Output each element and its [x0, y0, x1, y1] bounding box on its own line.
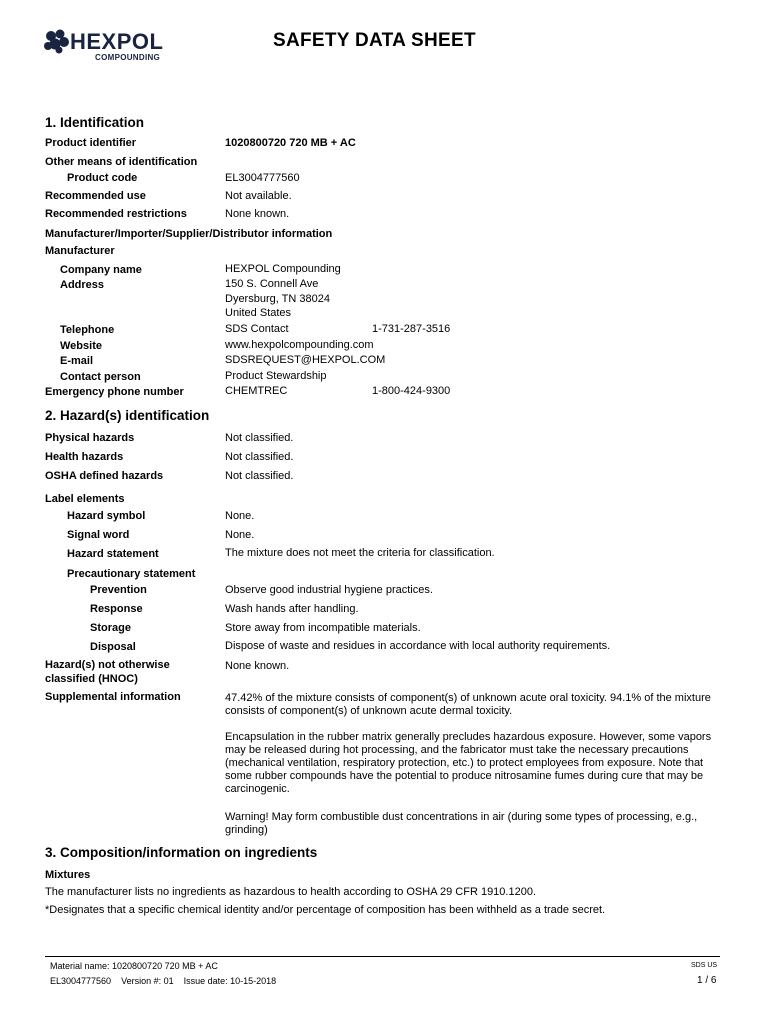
disposal-value: Dispose of waste and residues in accordance with local authority requirements. [225, 640, 611, 652]
hazard-symbol-value: None. [225, 510, 255, 522]
response-value: Wash hands after handling. [225, 603, 359, 615]
product-identifier-value: 1020800720 720 MB + AC [225, 137, 356, 149]
physical-hazards-label: Physical hazards [45, 432, 135, 444]
supplemental-paragraph-1: 47.42% of the mixture consists of component(s) of unknown acute oral toxicity. 94.1% of the mixture consists of component(s) of unknown acute dermal toxicity. [225, 692, 711, 717]
email-value[interactable]: SDSREQUEST@HEXPOL.COM [225, 354, 386, 366]
address-line-2: Dyersburg, TN 38024 [225, 293, 330, 305]
company-name-label: Company name [60, 264, 142, 276]
footer-page-number: 1 / 6 [697, 975, 717, 986]
telephone-number: 1-731-287-3516 [372, 323, 451, 335]
physical-hazards-value: Not classified. [225, 432, 294, 444]
footer-document-info: EL3004777560 Version #: 01 Issue date: 10-15-2018 [50, 976, 277, 986]
mixtures-line-1: The manufacturer lists no ingredients as hazardous to health according to OSHA 29 CFR 1910.1200. [45, 886, 537, 898]
prevention-value: Observe good industrial hygiene practices. [225, 584, 433, 596]
storage-value: Store away from incompatible materials. [225, 622, 421, 634]
emergency-phone-label: Emergency phone number [45, 386, 184, 398]
footer-material-name: Material name: 1020800720 720 MB + AC [50, 961, 218, 971]
section-1-heading: 1. Identification [45, 115, 145, 130]
precautionary-statement-label: Precautionary statement [67, 568, 196, 580]
health-hazards-value: Not classified. [225, 451, 294, 463]
signal-word-value: None. [225, 529, 255, 541]
address-line-3: United States [225, 307, 292, 319]
product-code-value: EL3004777560 [225, 172, 300, 184]
recommended-use-label: Recommended use [45, 190, 146, 202]
hnoc-label-line-2: classified (HNOC) [45, 673, 138, 685]
manufacturer-label: Manufacturer [45, 245, 115, 257]
product-code-label: Product code [67, 172, 138, 184]
emergency-phone-value: CHEMTREC [225, 385, 288, 397]
section-2-heading: 2. Hazard(s) identification [45, 408, 210, 423]
telephone-value: SDS Contact [225, 323, 289, 335]
osha-hazards-value: Not classified. [225, 470, 294, 482]
logo-subtitle: COMPOUNDING [95, 53, 161, 62]
footer-divider [45, 956, 720, 957]
section-3-heading: 3. Composition/information on ingredients [45, 845, 318, 860]
address-line-1: 150 S. Connell Ave [225, 278, 319, 290]
contact-person-label: Contact person [60, 371, 141, 383]
hexpol-logo-icon [43, 29, 71, 55]
supplemental-info-label: Supplemental information [45, 691, 181, 703]
supplemental-paragraph-3: Warning! May form combustible dust concentrations in air (during some types of processing, e.g., grinding) [225, 811, 698, 836]
response-label: Response [90, 603, 143, 615]
label-elements-label: Label elements [45, 493, 125, 505]
storage-label: Storage [90, 622, 131, 634]
signal-word-label: Signal word [67, 529, 130, 541]
mixtures-line-2: *Designates that a specific chemical identity and/or percentage of composition has been withheld as a trade secret. [45, 904, 606, 916]
recommended-restrictions-label: Recommended restrictions [45, 208, 187, 220]
hnoc-label-line-1: Hazard(s) not otherwise [45, 659, 170, 671]
recommended-restrictions-value: None known. [225, 208, 290, 220]
website-label: Website [60, 340, 102, 352]
contact-person-value: Product Stewardship [225, 370, 327, 382]
manufacturer-info-label: Manufacturer/Importer/Supplier/Distributor information [45, 228, 333, 240]
website-value[interactable]: www.hexpolcompounding.com [225, 339, 374, 351]
supplemental-paragraph-2: Encapsulation in the rubber matrix generally precludes hazardous exposure. However, some vapors may be released during hot processing, and the fabricator must take the necessary precautions (mechanical ventilation, respiratory protection, etc.) to protect employees from exposure. Note that some rubber compounds have the potential to produce nitrosamine fumes during cure that may be carcinogenic. [225, 731, 712, 795]
logo-wordmark: HEXPOL [70, 29, 164, 54]
mixtures-label: Mixtures [45, 869, 91, 881]
hazard-statement-label: Hazard statement [67, 548, 159, 560]
health-hazards-label: Health hazards [45, 451, 124, 463]
disposal-label: Disposal [90, 641, 136, 653]
address-label: Address [60, 279, 105, 291]
company-name-value: HEXPOL Compounding [225, 263, 341, 275]
hazard-symbol-label: Hazard symbol [67, 510, 146, 522]
other-means-label: Other means of identification [45, 156, 198, 168]
footer-sds-us: SDS US [691, 962, 718, 969]
hazard-statement-value: The mixture does not meet the criteria for classification. [225, 547, 495, 559]
prevention-label: Prevention [90, 584, 147, 596]
osha-hazards-label: OSHA defined hazards [45, 470, 164, 482]
document-title: SAFETY DATA SHEET [273, 30, 476, 51]
product-identifier-label: Product identifier [45, 137, 137, 149]
recommended-use-value: Not available. [225, 190, 292, 202]
telephone-label: Telephone [60, 324, 115, 336]
emergency-phone-number: 1-800-424-9300 [372, 385, 451, 397]
hnoc-value: None known. [225, 660, 290, 672]
email-label: E-mail [60, 355, 94, 367]
